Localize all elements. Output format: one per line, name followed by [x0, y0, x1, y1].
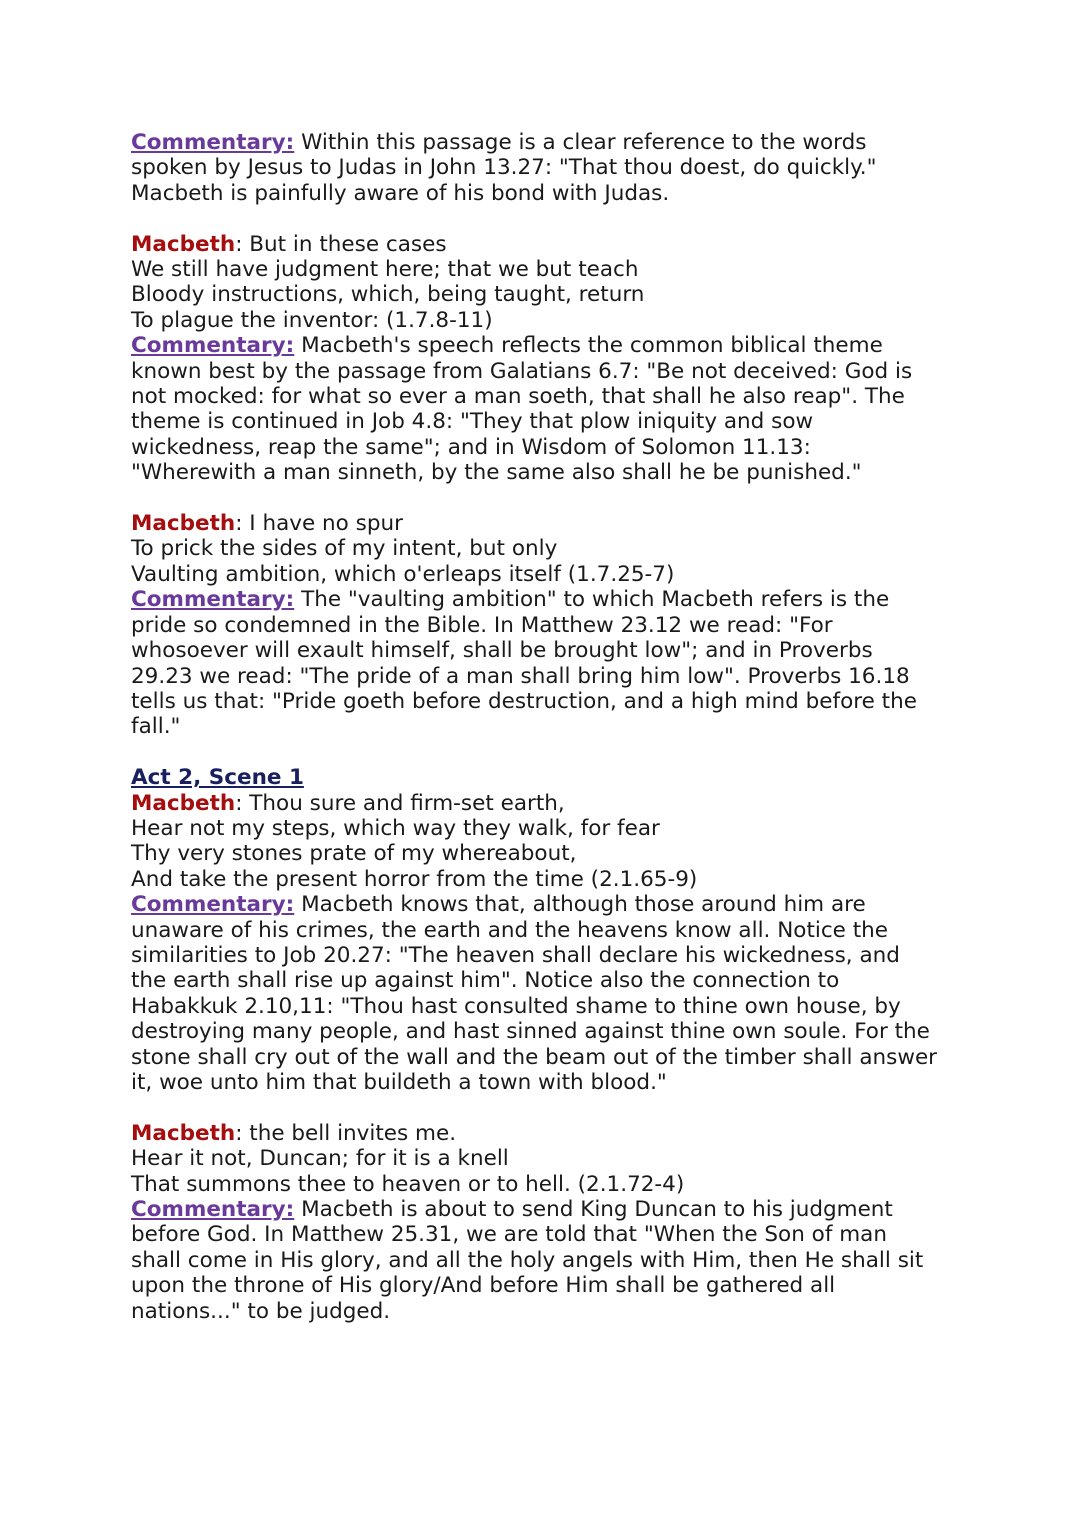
commentary-line: wickedness, reap the same"; and in Wisdom of Solomon 11.13:	[131, 434, 811, 460]
commentary-line: 29.23 we read: "The pride of a man shall bring him low". Proverbs 16.18	[131, 663, 910, 689]
quote-line: Vaulting ambition, which o'erleaps itself (1.7.25-7)	[131, 561, 675, 587]
quote-line: Hear not my steps, which way they walk, for fear	[131, 815, 660, 841]
commentary-line: upon the throne of His glory/And before Him shall be gathered all	[131, 1273, 836, 1299]
quote-first-line: Macbeth: Thou sure and firm-set earth,	[131, 790, 565, 816]
commentary-line: nations..." to be judged.	[131, 1298, 391, 1324]
commentary-line: known best by the passage from Galatians 6.7: "Be not deceived: God is	[131, 358, 913, 384]
quote-block	[131, 232, 961, 486]
commentary-line: before God. In Matthew 25.31, we are told that "When the Son of man	[131, 1222, 887, 1248]
quote-line: Thy very stones prate of my whereabout,	[131, 841, 577, 867]
commentary-block	[131, 130, 961, 206]
commentary-line: unaware of his crimes, the earth and the heavens know all. Notice the	[131, 917, 889, 943]
commentary-line: pride so condemned in the Bible. In Matthew 23.12 we read: "For	[131, 612, 833, 638]
commentary-line: destroying many people, and hast sinned against thine own soule. For the	[131, 1019, 930, 1045]
commentary-label: Commentary:	[131, 892, 295, 918]
commentary-line: similarities to Job 20.27: "The heaven shall declare his wickedness, and	[131, 942, 900, 968]
commentary-line: shall come in His glory, and all the holy angels with Him, then He shall sit	[131, 1247, 924, 1273]
commentary-label: Commentary:	[131, 1197, 295, 1222]
commentary-label: Commentary:	[131, 130, 295, 155]
commentary-line: not mocked: for what so ever a man soeth, that shall he also reap". The	[131, 384, 905, 410]
commentary-line: Macbeth is painfully aware of his bond with Judas.	[131, 180, 670, 206]
quote-block	[131, 511, 961, 740]
commentary-line: theme is continued in Job 4.8: "They that plow iniquity and sow	[131, 409, 814, 435]
quote-block	[131, 1121, 961, 1324]
commentary-line: tells us that: "Pride goeth before destruction, and a high mind before the	[131, 688, 917, 714]
commentary-line: Commentary: Macbeth is about to send King Duncan to his judgment	[131, 1197, 893, 1222]
quote-first-line: Macbeth: the bell invites me.	[131, 1120, 457, 1146]
commentary-line: whosoever will exault himself, shall be brought low"; and in Proverbs	[131, 638, 873, 664]
commentary-line: "Wherewith a man sinneth, by the same also shall he be punished."	[131, 460, 862, 486]
quote-line: To prick the sides of my intent, but only	[131, 536, 558, 562]
commentary-line: stone shall cry out of the wall and the beam out of the timber shall answer	[131, 1044, 938, 1070]
commentary-label: Commentary:	[131, 333, 295, 359]
quote-line: Hear it not, Duncan; for it is a knell	[131, 1146, 509, 1172]
commentary-line: Commentary: The "vaulting ambition" to which Macbeth refers is the	[131, 587, 890, 613]
section-heading-line	[131, 765, 961, 790]
quote-first-line: Macbeth: But in these cases	[131, 231, 447, 257]
commentary-line: Commentary: Within this passage is a clear reference to the words	[131, 130, 867, 155]
commentary-line: the earth shall rise up against him". Notice also the connection to	[131, 968, 840, 994]
quote-line: That summons thee to heaven or to hell. (2.1.72-4)	[131, 1171, 685, 1197]
quote-line: To plague the inventor: (1.7.8-11)	[131, 307, 493, 333]
commentary-line: spoken by Jesus to Judas in John 13.27: "That thou doest, do quickly."	[131, 155, 877, 181]
speaker-name: Macbeth	[131, 1120, 236, 1146]
commentary-line: Commentary: Macbeth's speech reflects the common biblical theme	[131, 333, 883, 359]
quote-line: We still have judgment here; that we but teach	[131, 257, 639, 283]
speaker-name: Macbeth	[131, 790, 236, 816]
speaker-name: Macbeth	[131, 511, 236, 537]
quote-line: And take the present horror from the time (2.1.65-9)	[131, 866, 698, 892]
quote-line: Bloody instructions, which, being taught, return	[131, 282, 645, 308]
commentary-line: it, woe unto him that buildeth a town with blood."	[131, 1069, 667, 1095]
quote-block	[131, 765, 961, 1095]
section-heading: Act 2, Scene 1	[131, 765, 304, 791]
quote-first-line: Macbeth: I have no spur	[131, 511, 403, 537]
speaker-name: Macbeth	[131, 231, 236, 257]
commentary-line: Commentary: Macbeth knows that, although those around him are	[131, 892, 866, 918]
document-page	[131, 130, 961, 1324]
commentary-line: Habakkuk 2.10,11: "Thou hast consulted shame to thine own house, by	[131, 993, 901, 1019]
commentary-label: Commentary:	[131, 587, 295, 613]
commentary-line: fall."	[131, 714, 181, 740]
